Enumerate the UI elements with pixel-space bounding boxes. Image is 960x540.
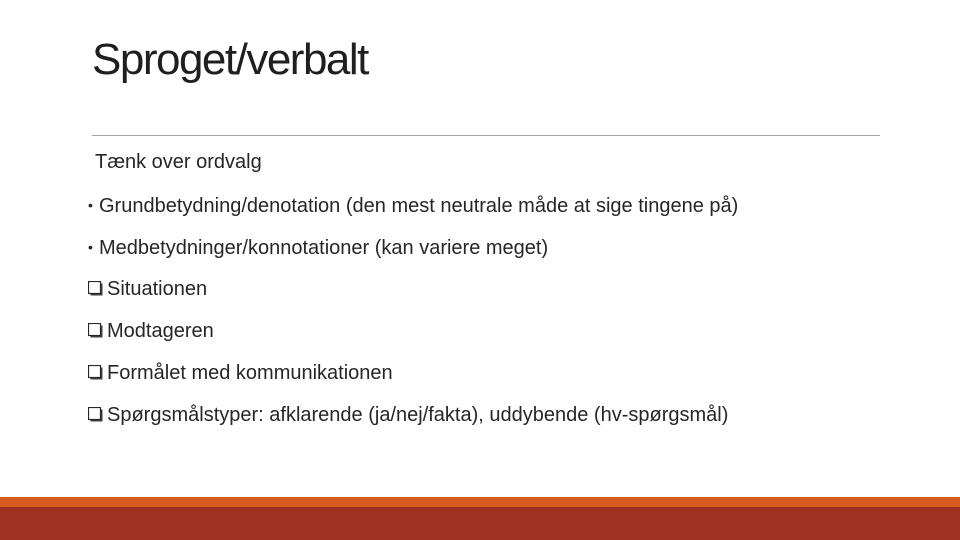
checkbox-icon — [88, 281, 102, 296]
checklist-item — [88, 401, 728, 429]
checklist-item — [88, 359, 393, 387]
bullet-item — [88, 191, 738, 220]
checklist-text: Spørgsmålstyper: afklarende (ja/nej/fakta), uddybende (hv-spørgsmål) — [107, 404, 729, 426]
checkbox-icon — [88, 365, 102, 380]
checkbox-icon — [88, 407, 102, 422]
footer-accent-band — [0, 497, 960, 507]
bullet-text: Grundbetydning/denotation (den mest neutrale måde at sige tingene på) — [99, 195, 739, 217]
checklist-item — [88, 317, 214, 345]
checklist-text: Modtageren — [107, 320, 214, 342]
checklist-item — [88, 275, 207, 303]
footer-band — [0, 507, 960, 540]
bullet-item — [88, 233, 548, 262]
bullet-dot-icon: • — [88, 239, 93, 255]
checklist-text: Formålet med kommunikationen — [107, 362, 393, 384]
bullet-dot-icon: • — [88, 197, 93, 213]
slide-title: Sproget/verbalt — [92, 35, 368, 84]
body-heading: Tænk over ordvalg — [95, 151, 262, 173]
checklist-text: Situationen — [107, 278, 208, 300]
bullet-text: Medbetydninger/konnotationer (kan variere meget) — [99, 237, 549, 259]
checkbox-icon — [88, 323, 102, 338]
